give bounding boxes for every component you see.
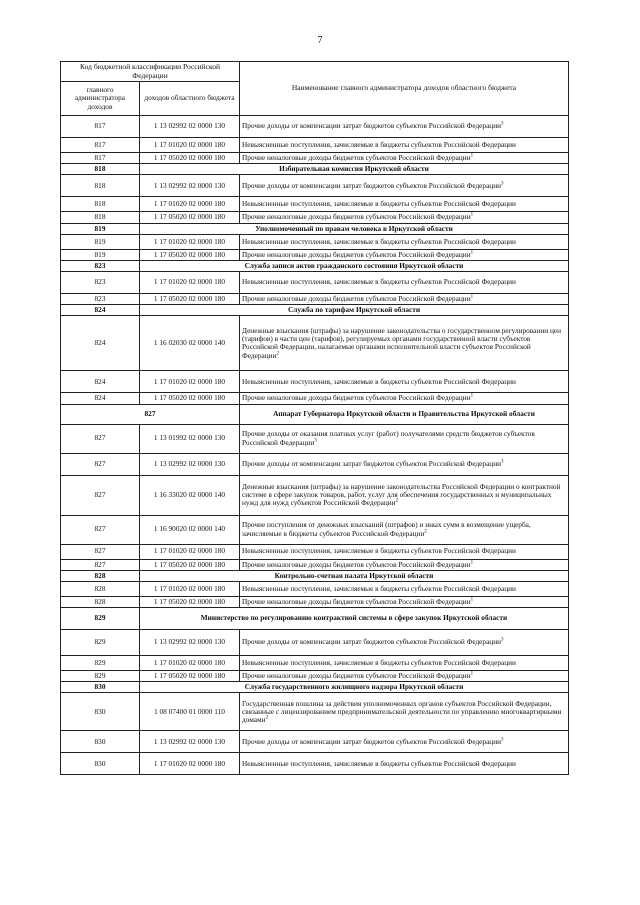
revenue-code-cell: 1 16 33020 02 0000 140 bbox=[140, 475, 240, 515]
footnote-marker: 3 bbox=[314, 438, 317, 444]
footnote-marker: 1 bbox=[470, 560, 474, 566]
footnote-marker: 1 bbox=[470, 250, 474, 256]
footnote-marker: 1 bbox=[470, 393, 474, 399]
admin-code-cell: 824 bbox=[61, 316, 140, 371]
revenue-name-text: Прочие неналоговые доходы бюджетов субъектов Российской Федерации bbox=[242, 153, 471, 162]
revenue-name-text: Прочие доходы от компенсации затрат бюджетов субъектов Российской Федерации bbox=[242, 637, 502, 647]
admin-code-cell: 824 bbox=[61, 371, 140, 393]
admin-code-cell: 827 bbox=[61, 544, 140, 559]
table-row bbox=[61, 630, 569, 656]
admin-code-cell: 819 bbox=[61, 249, 140, 260]
revenue-name-cell bbox=[240, 249, 569, 260]
revenue-code-cell: 1 17 01020 02 0000 180 bbox=[140, 581, 240, 596]
table-row bbox=[61, 138, 569, 153]
table-row bbox=[61, 393, 569, 404]
revenue-name-cell bbox=[240, 581, 569, 596]
admin-code-cell: 827 bbox=[61, 424, 140, 453]
revenue-name-text: Прочие неналоговые доходы бюджетов субъектов Российской Федерации bbox=[242, 671, 471, 681]
revenue-code-cell: 1 17 05020 02 0000 180 bbox=[140, 249, 240, 260]
revenue-code-cell: 1 17 05020 02 0000 180 bbox=[140, 153, 240, 164]
revenue-name-cell bbox=[240, 212, 569, 223]
page-number: 7 bbox=[317, 35, 323, 46]
header-code-group: Код бюджетной классификации Российской Федерации bbox=[61, 62, 240, 82]
header-revenue: доходов областного бюджета bbox=[140, 82, 240, 116]
admin-code-cell: 818 bbox=[61, 197, 140, 212]
revenue-name-text: Невыясненные поступления, зачисляемые в бюджеты субъектов Российской Федерации bbox=[242, 376, 516, 386]
revenue-code-cell: 1 17 05020 02 0000 180 bbox=[140, 393, 240, 404]
revenue-name-text: Невыясненные поступления, зачисляемые в бюджеты субъектов Российской Федерации bbox=[242, 139, 516, 149]
table-row bbox=[61, 475, 569, 515]
revenue-code-cell: 1 17 01020 02 0000 180 bbox=[140, 197, 240, 212]
revenue-name-text: Прочие неналоговые доходы бюджетов субъектов Российской Федерации bbox=[242, 596, 471, 606]
revenue-name-text: Денежные взыскания (штрафы) за нарушение законодательства о государственном регулировании цен (тарифов) в части цен (тарифов), регулируемых органами государственной власти субъектов Российской Федерации, налагаемые органами исполнительной власти субъектов Российской Федерации bbox=[242, 326, 561, 360]
table-row bbox=[61, 731, 569, 753]
revenue-name-text: Прочие доходы от оказания платных услуг (работ) получателями средств бюджетов субъектов Российской Федерации bbox=[242, 429, 535, 447]
revenue-name-text: Невыясненные поступления, зачисляемые в бюджеты субъектов Российской Федерации bbox=[242, 657, 516, 667]
admin-code-cell: 829 bbox=[61, 656, 140, 671]
section-title-cell: Контрольно-счетная палата Иркутской области bbox=[140, 570, 569, 581]
section-admin-cell: 830 bbox=[61, 682, 140, 693]
section-admin-cell: 824 bbox=[61, 305, 140, 316]
footnote-marker: 1 bbox=[470, 597, 474, 603]
revenue-name-text: Государственная пошлина за действия уполномоченных органов субъектов Российской Федерации, связанные с лицензированием предпринимательской деятельности по управлению многоквартирными домами bbox=[242, 698, 562, 724]
admin-code-cell: 830 bbox=[61, 693, 140, 731]
revenue-name-text: Прочие доходы от компенсации затрат бюджетов субъектов Российской Федерации bbox=[242, 736, 502, 746]
table-row bbox=[61, 175, 569, 197]
admin-code-cell: 819 bbox=[61, 234, 140, 249]
revenue-code-cell: 1 13 02992 02 0000 130 bbox=[140, 175, 240, 197]
revenue-name-cell bbox=[240, 544, 569, 559]
revenue-name-cell bbox=[240, 175, 569, 197]
table-row bbox=[61, 515, 569, 544]
admin-code-cell: 829 bbox=[61, 630, 140, 656]
table-row bbox=[61, 656, 569, 671]
table-row bbox=[61, 234, 569, 249]
revenue-code-cell: 1 17 01020 02 0000 180 bbox=[140, 544, 240, 559]
revenue-name-cell bbox=[240, 197, 569, 212]
revenue-administrators-table bbox=[60, 61, 569, 775]
revenue-code-cell: 1 13 02992 02 0000 130 bbox=[140, 116, 240, 138]
footnote-marker: 3 bbox=[501, 181, 504, 187]
table-row bbox=[61, 272, 569, 294]
table-row bbox=[61, 753, 569, 775]
revenue-code-cell: 1 17 01020 02 0000 180 bbox=[140, 272, 240, 294]
revenue-code-cell: 1 13 02992 02 0000 130 bbox=[140, 453, 240, 475]
revenue-name-text: Прочие доходы от компенсации затрат бюджетов субъектов Российской Федерации bbox=[242, 121, 502, 131]
table-row bbox=[61, 294, 569, 305]
revenue-code-cell: 1 13 02992 02 0000 130 bbox=[140, 731, 240, 753]
table-row bbox=[61, 596, 569, 607]
admin-code-cell: 824 bbox=[61, 393, 140, 404]
revenue-code-cell: 1 16 90020 02 0000 140 bbox=[140, 515, 240, 544]
revenue-code-cell: 1 08 07400 01 0000 110 bbox=[140, 693, 240, 731]
revenue-name-cell bbox=[240, 596, 569, 607]
table-row bbox=[61, 544, 569, 559]
section-admin-cell: 819 bbox=[61, 223, 140, 234]
revenue-name-cell bbox=[240, 559, 569, 570]
admin-code-cell: 818 bbox=[61, 212, 140, 223]
section-title-cell: Служба записи актов гражданского состояния Иркутской области bbox=[140, 260, 569, 271]
table-row bbox=[61, 249, 569, 260]
revenue-name-text: Невыясненные поступления, зачисляемые в бюджеты субъектов Российской Федерации bbox=[242, 277, 516, 287]
revenue-code-cell: 1 13 02992 02 0000 130 bbox=[140, 630, 240, 656]
revenue-code-cell: 1 17 05020 02 0000 180 bbox=[140, 671, 240, 682]
section-title-cell: Министерство по регулированию контрактной системы в сфере закупок Иркутской области bbox=[140, 608, 569, 630]
header-admin: главного администратора доходов bbox=[61, 82, 140, 116]
admin-code-cell: 827 bbox=[61, 475, 140, 515]
revenue-code-cell: 1 17 01020 02 0000 180 bbox=[140, 138, 240, 153]
section-title-cell: Служба государственного жилищного надзора Иркутской области bbox=[140, 682, 569, 693]
table-row bbox=[61, 316, 569, 371]
section-admin-cell: 823 bbox=[61, 260, 140, 271]
revenue-name-cell bbox=[240, 630, 569, 656]
section-title-cell: Уполномоченный по правам человека в Иркутской области bbox=[140, 223, 569, 234]
revenue-name-text: Невыясненные поступления, зачисляемые в бюджеты субъектов Российской Федерации bbox=[242, 199, 516, 209]
revenue-name-cell bbox=[240, 656, 569, 671]
revenue-code-cell: 1 13 01992 02 0000 130 bbox=[140, 424, 240, 453]
section-admin-cell: 828 bbox=[61, 570, 140, 581]
admin-code-cell: 827 bbox=[61, 453, 140, 475]
revenue-code-cell: 1 17 05020 02 0000 180 bbox=[140, 596, 240, 607]
admin-code-cell: 823 bbox=[61, 294, 140, 305]
section-row bbox=[61, 164, 569, 175]
revenue-name-text: Прочие доходы от компенсации затрат бюджетов субъектов Российской Федерации bbox=[242, 458, 502, 468]
table-row bbox=[61, 559, 569, 570]
table-row bbox=[61, 424, 569, 453]
revenue-name-cell bbox=[240, 515, 569, 544]
section-row bbox=[61, 570, 569, 581]
revenue-name-cell bbox=[240, 424, 569, 453]
revenue-name-cell bbox=[240, 693, 569, 731]
revenue-name-cell bbox=[240, 153, 569, 164]
footnote-marker: 3 bbox=[501, 737, 504, 743]
admin-code-cell: 828 bbox=[61, 596, 140, 607]
admin-code-cell: 827 bbox=[61, 515, 140, 544]
revenue-name-text: Денежные взыскания (штрафы) за нарушение законодательства Российской Федерации о контрактной системе в сфере закупок товаров, работ, услуг для обеспечения государственных и муниципальных нужд для нужд субъектов Российской Федерации bbox=[242, 481, 561, 508]
section-title-cell: Служба по тарифам Иркутской области bbox=[140, 305, 569, 316]
revenue-name-cell bbox=[240, 316, 569, 371]
revenue-name-cell bbox=[240, 234, 569, 249]
table-row bbox=[61, 453, 569, 475]
revenue-name-text: Прочие доходы от компенсации затрат бюджетов субъектов Российской Федерации bbox=[242, 180, 502, 190]
section-row bbox=[61, 305, 569, 316]
revenue-name-text: Прочие неналоговые доходы бюджетов субъектов Российской Федерации bbox=[242, 559, 471, 569]
revenue-name-text: Невыясненные поступления, зачисляемые в бюджеты субъектов Российской Федерации bbox=[242, 236, 516, 246]
revenue-name-text: Прочие неналоговые доходы бюджетов субъектов Российской Федерации bbox=[242, 212, 471, 222]
table-row bbox=[61, 693, 569, 731]
table-row bbox=[61, 153, 569, 164]
revenue-code-cell: 1 17 01020 02 0000 180 bbox=[140, 656, 240, 671]
revenue-name-text: Прочие неналоговые доходы бюджетов субъектов Российской Федерации bbox=[242, 249, 471, 259]
revenue-code-cell: 1 17 01020 02 0000 180 bbox=[140, 371, 240, 393]
table-row bbox=[61, 212, 569, 223]
revenue-name-cell bbox=[240, 731, 569, 753]
revenue-code-cell: 1 16 02030 02 0000 140 bbox=[140, 316, 240, 371]
footnote-marker: 1 bbox=[470, 671, 474, 677]
footnote-marker: 2 bbox=[395, 498, 399, 504]
revenue-name-text: Невыясненные поступления, зачисляемые в бюджеты субъектов Российской Федерации bbox=[242, 758, 516, 768]
footnote-marker: 1 bbox=[470, 153, 474, 159]
revenue-name-cell bbox=[240, 371, 569, 393]
table-row bbox=[61, 581, 569, 596]
admin-code-cell: 823 bbox=[61, 272, 140, 294]
section-admin-cell: 827 bbox=[61, 404, 240, 424]
revenue-name-cell bbox=[240, 116, 569, 138]
table-row bbox=[61, 116, 569, 138]
admin-code-cell: 817 bbox=[61, 116, 140, 138]
table-row bbox=[61, 197, 569, 212]
revenue-name-text: Прочие поступления от денежных взысканий (штрафов) и иных сумм в возмещение ущерба, зачисляемые в бюджеты субъектов Российской Федерации bbox=[242, 520, 531, 538]
table-body bbox=[61, 116, 569, 775]
section-admin-cell: 829 bbox=[61, 608, 140, 630]
revenue-name-cell bbox=[240, 294, 569, 305]
table-row bbox=[61, 371, 569, 393]
revenue-name-text: Прочие неналоговые доходы бюджетов субъектов Российской Федерации bbox=[242, 393, 471, 403]
revenue-code-cell: 1 17 01020 02 0000 180 bbox=[140, 234, 240, 249]
section-row bbox=[61, 608, 569, 630]
footnote-marker: 2 bbox=[276, 351, 279, 357]
revenue-name-text: Прочие неналоговые доходы бюджетов субъектов Российской Федерации bbox=[242, 294, 471, 304]
footnote-marker: 3 bbox=[501, 121, 504, 127]
revenue-name-cell bbox=[240, 475, 569, 515]
section-row bbox=[61, 682, 569, 693]
section-row bbox=[61, 404, 569, 424]
admin-code-cell: 817 bbox=[61, 138, 140, 153]
revenue-code-cell: 1 17 05020 02 0000 180 bbox=[140, 559, 240, 570]
admin-code-cell: 829 bbox=[61, 671, 140, 682]
footnote-marker: 1 bbox=[470, 294, 474, 300]
header-name: Наименование главного администратора доходов областного бюджета bbox=[240, 62, 569, 116]
revenue-name-cell bbox=[240, 393, 569, 404]
revenue-name-cell bbox=[240, 138, 569, 153]
revenue-name-cell bbox=[240, 671, 569, 682]
revenue-name-cell bbox=[240, 453, 569, 475]
admin-code-cell: 828 bbox=[61, 581, 140, 596]
admin-code-cell: 827 bbox=[61, 559, 140, 570]
footnote-marker: 2 bbox=[265, 715, 269, 721]
section-row bbox=[61, 260, 569, 271]
revenue-code-cell: 1 17 01020 02 0000 180 bbox=[140, 753, 240, 775]
footnote-marker: 1 bbox=[470, 212, 474, 218]
admin-code-cell: 817 bbox=[61, 153, 140, 164]
revenue-code-cell: 1 17 05020 02 0000 180 bbox=[140, 294, 240, 305]
revenue-name-text: Невыясненные поступления, зачисляемые в бюджеты субъектов Российской Федерации bbox=[242, 546, 516, 556]
footnote-marker: 3 bbox=[501, 459, 504, 465]
revenue-name-text: Невыясненные поступления, зачисляемые в бюджеты субъектов Российской Федерации bbox=[242, 583, 516, 593]
footnote-marker: 2 bbox=[424, 529, 427, 535]
admin-code-cell: 830 bbox=[61, 731, 140, 753]
section-title-cell: Аппарат Губернатора Иркутской области и Правительства Иркутской области bbox=[240, 404, 569, 424]
section-admin-cell: 818 bbox=[61, 164, 140, 175]
section-title-cell: Избирательная комиссия Иркутской области bbox=[140, 164, 569, 175]
revenue-name-cell bbox=[240, 272, 569, 294]
admin-code-cell: 818 bbox=[61, 175, 140, 197]
section-row bbox=[61, 223, 569, 234]
revenue-name-cell bbox=[240, 753, 569, 775]
table-row bbox=[61, 671, 569, 682]
footnote-marker: 3 bbox=[501, 638, 504, 644]
admin-code-cell: 830 bbox=[61, 753, 140, 775]
revenue-code-cell: 1 17 05020 02 0000 180 bbox=[140, 212, 240, 223]
